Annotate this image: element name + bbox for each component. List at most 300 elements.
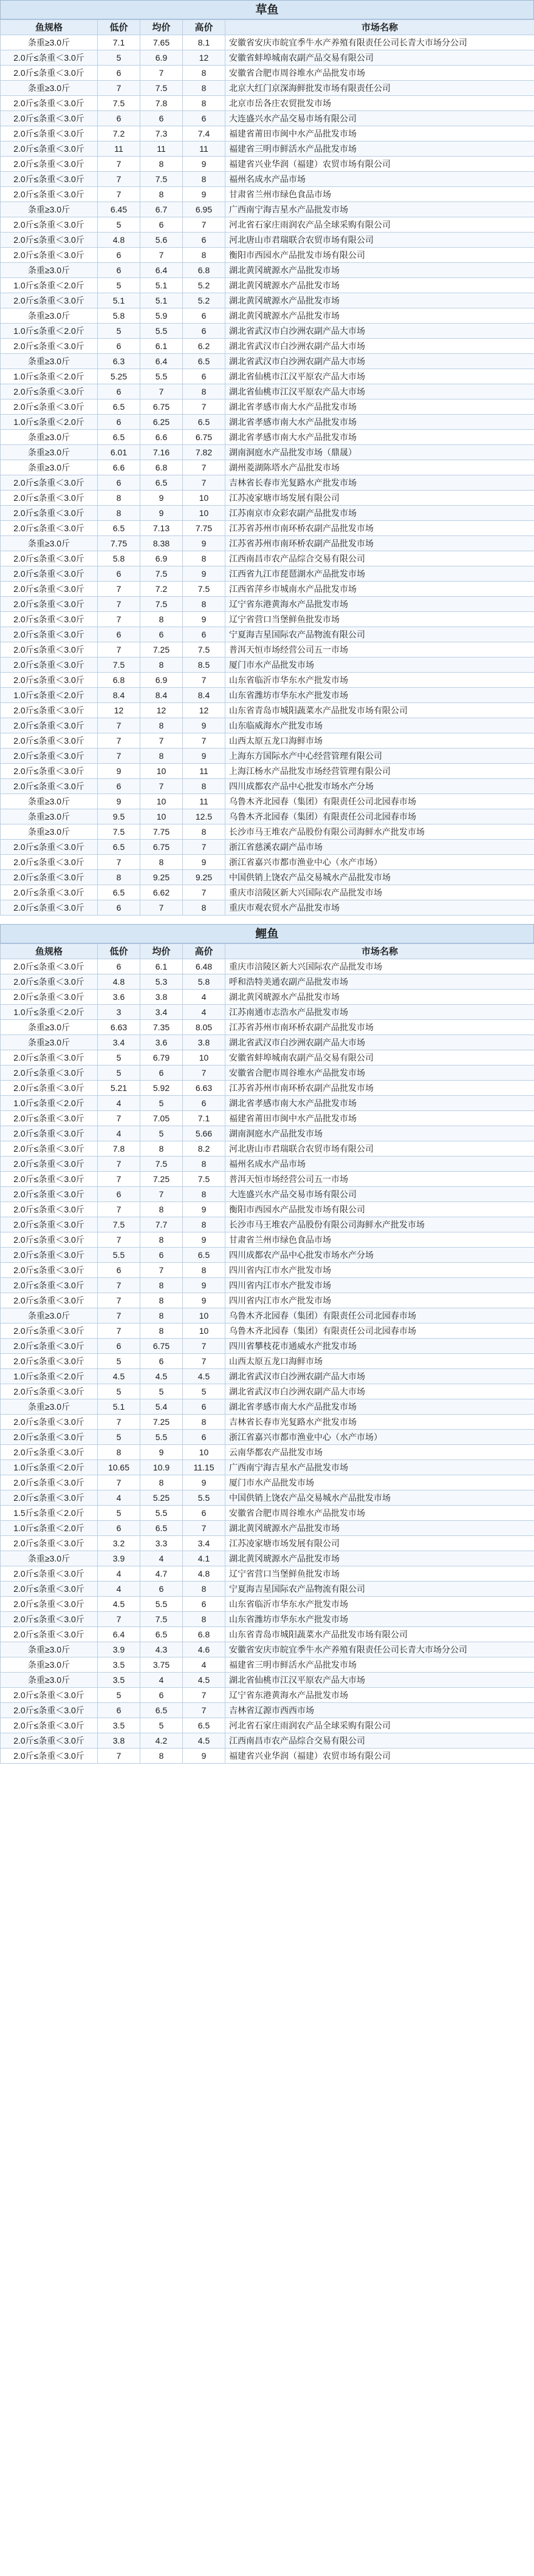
market-cell: 湖北省武汉市白沙洲农副产品大市场 — [225, 354, 534, 369]
avg-price-cell: 11 — [140, 141, 183, 157]
high-price-cell: 4 — [183, 990, 225, 1005]
avg-price-cell: 9 — [140, 506, 183, 521]
table-row — [1, 445, 534, 460]
high-price-cell: 9 — [183, 1293, 225, 1308]
avg-price-cell: 12 — [140, 703, 183, 718]
table-row — [1, 642, 534, 658]
low-price-cell: 3.9 — [98, 1551, 140, 1566]
market-cell: 湖北黄冈琥源水产品批发市场 — [225, 990, 534, 1005]
market-cell: 河北省石家庄雨润农产品全球采购有限公司 — [225, 1718, 534, 1733]
spec-cell: 2.0斤≤条重＜3.0斤 — [1, 1263, 98, 1278]
spec-cell: 2.0斤≤条重＜3.0斤 — [1, 855, 98, 870]
spec-cell: 1.0斤≤条重＜2.0斤 — [1, 1005, 98, 1020]
column-header-high: 高价 — [183, 944, 225, 959]
market-cell: 江西南昌市农产品综合交易有限公司 — [225, 551, 534, 566]
low-price-cell: 7.1 — [98, 35, 140, 50]
spec-cell: 2.0斤≤条重＜3.0斤 — [1, 1627, 98, 1642]
market-cell: 安徽省安庆市皖宜季牛水产养殖有限责任公司长青大市场分公司 — [225, 35, 534, 50]
table-row — [1, 1126, 534, 1141]
spec-cell: 2.0斤≤条重＜3.0斤 — [1, 1566, 98, 1582]
avg-price-cell: 7.75 — [140, 824, 183, 840]
table-row — [1, 1657, 534, 1673]
market-cell: 湖北黄冈琥源水产品批发市场 — [225, 1521, 534, 1536]
table-row — [1, 1293, 534, 1308]
spec-cell: 2.0斤≤条重＜3.0斤 — [1, 749, 98, 764]
spec-cell: 2.0斤≤条重＜3.0斤 — [1, 1065, 98, 1081]
high-price-cell: 6 — [183, 1399, 225, 1415]
table-row — [1, 1308, 534, 1324]
spec-cell: 2.0斤≤条重＜3.0斤 — [1, 1248, 98, 1263]
high-price-cell: 9 — [183, 1232, 225, 1248]
market-cell: 厦门市水产品批发市场 — [225, 658, 534, 673]
spec-cell: 2.0斤≤条重＜3.0斤 — [1, 491, 98, 506]
high-price-cell: 6.48 — [183, 959, 225, 974]
spec-cell: 2.0斤≤条重＜3.0斤 — [1, 1202, 98, 1217]
low-price-cell: 7.75 — [98, 536, 140, 551]
spec-cell: 2.0斤≤条重＜3.0斤 — [1, 627, 98, 642]
avg-price-cell: 6.5 — [140, 1703, 183, 1718]
low-price-cell: 6 — [98, 339, 140, 354]
avg-price-cell: 8 — [140, 749, 183, 764]
high-price-cell: 4.1 — [183, 1551, 225, 1566]
spec-cell: 2.0斤≤条重＜3.0斤 — [1, 1111, 98, 1126]
spec-cell: 2.0斤≤条重＜3.0斤 — [1, 248, 98, 263]
table-row — [1, 824, 534, 840]
spec-cell: 2.0斤≤条重＜3.0斤 — [1, 187, 98, 202]
low-price-cell: 7 — [98, 1324, 140, 1339]
avg-price-cell: 8 — [140, 1293, 183, 1308]
market-cell: 北京大红门京深海鲜批发市场有限责任公司 — [225, 81, 534, 96]
spec-cell: 2.0斤≤条重＜3.0斤 — [1, 293, 98, 308]
column-header-spec: 鱼规格 — [1, 944, 98, 959]
market-cell: 山西太原五龙口海鲜市场 — [225, 733, 534, 749]
avg-price-cell: 7.8 — [140, 96, 183, 111]
market-cell: 宁夏海吉星国际农产品物流有限公司 — [225, 1582, 534, 1597]
table-row — [1, 1248, 534, 1263]
price-table — [0, 19, 534, 916]
high-price-cell: 7 — [183, 1065, 225, 1081]
high-price-cell: 6 — [183, 233, 225, 248]
spec-cell: 2.0斤≤条重＜3.0斤 — [1, 1612, 98, 1627]
table-row — [1, 1232, 534, 1248]
avg-price-cell: 6.25 — [140, 415, 183, 430]
high-price-cell: 9 — [183, 1278, 225, 1293]
table-row — [1, 475, 534, 491]
spec-cell: 2.0斤≤条重＜3.0斤 — [1, 566, 98, 582]
low-price-cell: 7.8 — [98, 1141, 140, 1157]
high-price-cell: 8 — [183, 384, 225, 399]
spec-cell: 2.0斤≤条重＜3.0斤 — [1, 66, 98, 81]
avg-price-cell: 10.9 — [140, 1460, 183, 1475]
high-price-cell: 7.5 — [183, 1172, 225, 1187]
market-cell: 湖南洞庭水产品批发市场（鼎晟） — [225, 445, 534, 460]
avg-price-cell: 5.5 — [140, 369, 183, 384]
table-row — [1, 1733, 534, 1748]
table-row — [1, 1642, 534, 1657]
avg-price-cell: 6 — [140, 111, 183, 126]
low-price-cell: 7 — [98, 1293, 140, 1308]
spec-cell: 2.0斤≤条重＜3.0斤 — [1, 1733, 98, 1748]
spec-cell: 2.0斤≤条重＜3.0斤 — [1, 703, 98, 718]
table-row — [1, 840, 534, 855]
low-price-cell: 5.1 — [98, 1399, 140, 1415]
table-row — [1, 460, 534, 475]
market-cell: 衡阳市西园水产品批发市场有限公司 — [225, 1202, 534, 1217]
market-cell: 长沙市马王堆农产品股份有限公司海鲜水产批发市场 — [225, 824, 534, 840]
table-row — [1, 339, 534, 354]
market-cell: 山东省潍坊市华东水产批发市场 — [225, 688, 534, 703]
avg-price-cell: 8 — [140, 1141, 183, 1157]
spec-cell: 2.0斤≤条重＜3.0斤 — [1, 157, 98, 172]
market-cell: 福建省兴业华润（福建）农贸市场有限公司 — [225, 157, 534, 172]
high-price-cell: 8 — [183, 248, 225, 263]
low-price-cell: 10.65 — [98, 1460, 140, 1475]
avg-price-cell: 7 — [140, 66, 183, 81]
low-price-cell: 7 — [98, 855, 140, 870]
high-price-cell: 8 — [183, 1415, 225, 1430]
market-cell: 厦门市水产品批发市场 — [225, 1475, 534, 1490]
table-row — [1, 1065, 534, 1081]
market-cell: 江苏南京市众彩农副产品批发市场 — [225, 506, 534, 521]
spec-cell: 2.0斤≤条重＜3.0斤 — [1, 217, 98, 233]
high-price-cell: 7 — [183, 1703, 225, 1718]
market-cell: 湖北省武汉市白沙洲农副产品大市场 — [225, 1369, 534, 1384]
low-price-cell: 6 — [98, 627, 140, 642]
market-cell: 湖北省孝感市南大水产品批发市场 — [225, 399, 534, 415]
table-row — [1, 430, 534, 445]
avg-price-cell: 6.1 — [140, 959, 183, 974]
market-cell: 湖北省孝感市南大水产品批发市场 — [225, 415, 534, 430]
low-price-cell: 6 — [98, 566, 140, 582]
spec-cell: 2.0斤≤条重＜3.0斤 — [1, 506, 98, 521]
low-price-cell: 9 — [98, 764, 140, 779]
spec-cell: 2.0斤≤条重＜3.0斤 — [1, 551, 98, 566]
market-cell: 辽宁省营口当堡鲜鱼批发市场 — [225, 612, 534, 627]
table-row — [1, 794, 534, 809]
high-price-cell: 12.5 — [183, 809, 225, 824]
market-cell: 四川成都农产品中心批发市场水产分场 — [225, 779, 534, 794]
spec-cell: 2.0斤≤条重＜3.0斤 — [1, 1324, 98, 1339]
high-price-cell: 7 — [183, 460, 225, 475]
avg-price-cell: 3.8 — [140, 990, 183, 1005]
high-price-cell: 5.8 — [183, 974, 225, 990]
spec-cell: 条重≥3.0斤 — [1, 1551, 98, 1566]
market-cell: 湖南洞庭水产品批发市场 — [225, 1126, 534, 1141]
spec-cell: 条重≥3.0斤 — [1, 460, 98, 475]
market-cell: 甘肃省兰州市绿色食品市场 — [225, 187, 534, 202]
table-row — [1, 354, 534, 369]
market-cell: 安徽省合肥市周谷堆水产品批发市场 — [225, 66, 534, 81]
avg-price-cell: 7 — [140, 1263, 183, 1278]
spec-cell: 2.0斤≤条重＜3.0斤 — [1, 718, 98, 733]
spec-cell: 2.0斤≤条重＜3.0斤 — [1, 1339, 98, 1354]
low-price-cell: 6.5 — [98, 840, 140, 855]
spec-cell: 2.0斤≤条重＜3.0斤 — [1, 1718, 98, 1733]
avg-price-cell: 6.6 — [140, 430, 183, 445]
table-row — [1, 809, 534, 824]
low-price-cell: 6.8 — [98, 673, 140, 688]
spec-cell: 2.0斤≤条重＜3.0斤 — [1, 658, 98, 673]
market-cell: 江苏省苏州市南环桥农副产品批发市场 — [225, 1020, 534, 1035]
high-price-cell: 9 — [183, 187, 225, 202]
market-cell: 吉林省长春市光复路水产批发市场 — [225, 475, 534, 491]
low-price-cell: 4.8 — [98, 974, 140, 990]
low-price-cell: 7 — [98, 1232, 140, 1248]
market-cell: 吉林省长春市光复路水产批发市场 — [225, 1415, 534, 1430]
market-cell: 中国供销上饶农产品交易城水产品批发市场 — [225, 870, 534, 885]
market-cell: 河北省石家庄雨润农产品全球采购有限公司 — [225, 217, 534, 233]
avg-price-cell: 6.5 — [140, 475, 183, 491]
table-row — [1, 308, 534, 324]
table-row — [1, 582, 534, 597]
low-price-cell: 7 — [98, 642, 140, 658]
market-cell: 山东省青岛市城阳蔬菜水产品批发市场有限公司 — [225, 703, 534, 718]
market-cell: 乌鲁木齐北园春（集团）有限责任公司北园春市场 — [225, 1324, 534, 1339]
avg-price-cell: 5.5 — [140, 324, 183, 339]
market-cell: 湖北省武汉市白沙洲农副产品大市场 — [225, 339, 534, 354]
spec-cell: 条重≥3.0斤 — [1, 430, 98, 445]
spec-cell: 2.0斤≤条重＜3.0斤 — [1, 521, 98, 536]
low-price-cell: 7 — [98, 81, 140, 96]
high-price-cell: 6 — [183, 111, 225, 126]
low-price-cell: 6 — [98, 1187, 140, 1202]
spec-cell: 2.0斤≤条重＜3.0斤 — [1, 384, 98, 399]
high-price-cell: 8 — [183, 1187, 225, 1202]
avg-price-cell: 7.05 — [140, 1111, 183, 1126]
high-price-cell: 7 — [183, 673, 225, 688]
high-price-cell: 8.1 — [183, 35, 225, 50]
market-cell: 湖北省武汉市白沙洲农副产品大市场 — [225, 1035, 534, 1050]
high-price-cell: 9 — [183, 1202, 225, 1217]
low-price-cell: 9 — [98, 794, 140, 809]
avg-price-cell: 6 — [140, 1582, 183, 1597]
spec-cell: 2.0斤≤条重＜3.0斤 — [1, 840, 98, 855]
spec-cell: 条重≥3.0斤 — [1, 308, 98, 324]
high-price-cell: 10 — [183, 1445, 225, 1460]
low-price-cell: 3.9 — [98, 1642, 140, 1657]
high-price-cell: 7 — [183, 475, 225, 491]
avg-price-cell: 5.3 — [140, 974, 183, 990]
spec-cell: 1.0斤≤条重＜2.0斤 — [1, 1096, 98, 1111]
low-price-cell: 6.3 — [98, 354, 140, 369]
spec-cell: 2.0斤≤条重＜3.0斤 — [1, 1582, 98, 1597]
avg-price-cell: 8 — [140, 157, 183, 172]
spec-cell: 条重≥3.0斤 — [1, 1399, 98, 1415]
market-cell: 湖北省武汉市白沙洲农副产品大市场 — [225, 324, 534, 339]
avg-price-cell: 7 — [140, 779, 183, 794]
low-price-cell: 7 — [98, 1278, 140, 1293]
market-cell: 普洱天恒市场经营公司五一市场 — [225, 1172, 534, 1187]
table-row — [1, 1081, 534, 1096]
market-cell: 湖北省仙桃市江汉平原农产品大市场 — [225, 369, 534, 384]
table-row — [1, 1096, 534, 1111]
low-price-cell: 4.5 — [98, 1597, 140, 1612]
spec-cell: 2.0斤≤条重＜3.0斤 — [1, 1597, 98, 1612]
market-cell: 四川省内江市水产批发市场 — [225, 1293, 534, 1308]
high-price-cell: 6.8 — [183, 263, 225, 278]
low-price-cell: 9.5 — [98, 809, 140, 824]
spec-cell: 条重≥3.0斤 — [1, 794, 98, 809]
low-price-cell: 7 — [98, 172, 140, 187]
low-price-cell: 5 — [98, 1384, 140, 1399]
market-cell: 广西南宁海吉星水产品批发市场 — [225, 1460, 534, 1475]
spec-cell: 2.0斤≤条重＜3.0斤 — [1, 1354, 98, 1369]
low-price-cell: 6 — [98, 248, 140, 263]
market-cell: 安徽省安庆市皖宜季牛水产养殖有限责任公司长青大市场分公司 — [225, 1642, 534, 1657]
avg-price-cell: 7 — [140, 733, 183, 749]
low-price-cell: 6.5 — [98, 885, 140, 900]
high-price-cell: 7.82 — [183, 445, 225, 460]
market-cell: 大连盛兴水产品交易市场有限公司 — [225, 1187, 534, 1202]
low-price-cell: 7 — [98, 1415, 140, 1430]
low-price-cell: 6 — [98, 959, 140, 974]
market-cell: 湖北省武汉市白沙洲农副产品大市场 — [225, 1384, 534, 1399]
market-cell: 重庆市涪陵区新大兴国际农产品批发市场 — [225, 959, 534, 974]
market-cell: 山东省临沂市华东水产批发市场 — [225, 1597, 534, 1612]
table-row — [1, 1354, 534, 1369]
spec-cell: 2.0斤≤条重＜3.0斤 — [1, 1445, 98, 1460]
market-cell: 浙江省慈溪农副产品市场 — [225, 840, 534, 855]
market-cell: 上海东方国际水产中心经营管理有限公司 — [225, 749, 534, 764]
market-cell: 山东省临沂市华东水产批发市场 — [225, 673, 534, 688]
avg-price-cell: 10 — [140, 809, 183, 824]
table-row — [1, 491, 534, 506]
high-price-cell: 8 — [183, 824, 225, 840]
market-cell: 甘肃省兰州市绿色食品市场 — [225, 1232, 534, 1248]
table-row — [1, 1020, 534, 1035]
table-row — [1, 1005, 534, 1020]
table-row — [1, 384, 534, 399]
low-price-cell: 12 — [98, 703, 140, 718]
table-row — [1, 627, 534, 642]
high-price-cell: 4.8 — [183, 1566, 225, 1582]
avg-price-cell: 7.3 — [140, 126, 183, 141]
spec-cell: 2.0斤≤条重＜3.0斤 — [1, 1430, 98, 1445]
spec-cell: 2.0斤≤条重＜3.0斤 — [1, 1703, 98, 1718]
table-row — [1, 415, 534, 430]
spec-cell: 2.0斤≤条重＜3.0斤 — [1, 126, 98, 141]
low-price-cell: 3.8 — [98, 1733, 140, 1748]
low-price-cell: 4.8 — [98, 233, 140, 248]
column-header-low: 低价 — [98, 20, 140, 35]
table-row — [1, 1278, 534, 1293]
avg-price-cell: 8 — [140, 658, 183, 673]
high-price-cell: 4.5 — [183, 1673, 225, 1688]
low-price-cell: 5 — [98, 50, 140, 66]
high-price-cell: 9 — [183, 536, 225, 551]
market-cell: 四川省内江市水产批发市场 — [225, 1263, 534, 1278]
high-price-cell: 8 — [183, 66, 225, 81]
market-cell: 福建省莆田市闽中水产品批发市场 — [225, 126, 534, 141]
low-price-cell: 8 — [98, 1445, 140, 1460]
avg-price-cell: 6.75 — [140, 399, 183, 415]
table-row — [1, 1202, 534, 1217]
table-row — [1, 974, 534, 990]
spec-cell: 1.0斤≤条重＜2.0斤 — [1, 324, 98, 339]
avg-price-cell: 8 — [140, 1475, 183, 1490]
low-price-cell: 6.4 — [98, 1627, 140, 1642]
spec-cell: 条重≥3.0斤 — [1, 1020, 98, 1035]
low-price-cell: 6 — [98, 1263, 140, 1278]
spec-cell: 1.0斤≤条重＜2.0斤 — [1, 369, 98, 384]
avg-price-cell: 7 — [140, 384, 183, 399]
high-price-cell: 4.6 — [183, 1642, 225, 1657]
high-price-cell: 6 — [183, 1096, 225, 1111]
table-row — [1, 35, 534, 50]
high-price-cell: 7 — [183, 1688, 225, 1703]
high-price-cell: 9.25 — [183, 870, 225, 885]
market-cell: 江西省九江市琵琶湖水产品批发市场 — [225, 566, 534, 582]
spec-cell: 2.0斤≤条重＜3.0斤 — [1, 779, 98, 794]
low-price-cell: 7 — [98, 1172, 140, 1187]
high-price-cell: 7 — [183, 1339, 225, 1354]
high-price-cell: 8 — [183, 81, 225, 96]
spec-cell: 2.0斤≤条重＜3.0斤 — [1, 96, 98, 111]
column-header-market: 市场名称 — [225, 944, 534, 959]
avg-price-cell: 5 — [140, 1384, 183, 1399]
spec-cell: 2.0斤≤条重＜3.0斤 — [1, 1157, 98, 1172]
high-price-cell: 7 — [183, 217, 225, 233]
high-price-cell: 7.4 — [183, 126, 225, 141]
avg-price-cell: 3.4 — [140, 1005, 183, 1020]
avg-price-cell: 6.4 — [140, 354, 183, 369]
avg-price-cell: 6.79 — [140, 1050, 183, 1065]
table-row — [1, 1673, 534, 1688]
table-row — [1, 900, 534, 916]
low-price-cell: 4 — [98, 1566, 140, 1582]
low-price-cell: 6 — [98, 384, 140, 399]
avg-price-cell: 6.9 — [140, 50, 183, 66]
column-header-avg: 均价 — [140, 20, 183, 35]
table-row — [1, 1111, 534, 1126]
avg-price-cell: 7 — [140, 248, 183, 263]
avg-price-cell: 7.5 — [140, 1612, 183, 1627]
table-row — [1, 1035, 534, 1050]
table-row — [1, 172, 534, 187]
table-row — [1, 1324, 534, 1339]
market-cell: 安徽省蚌埠城南农副产品交易有限公司 — [225, 1050, 534, 1065]
avg-price-cell: 4 — [140, 1673, 183, 1688]
high-price-cell: 12 — [183, 703, 225, 718]
avg-price-cell: 7.2 — [140, 582, 183, 597]
market-cell: 江苏省苏州市南环桥农副产品批发市场 — [225, 536, 534, 551]
low-price-cell: 7 — [98, 1111, 140, 1126]
spec-cell: 条重≥3.0斤 — [1, 263, 98, 278]
low-price-cell: 7.5 — [98, 658, 140, 673]
table-row — [1, 885, 534, 900]
high-price-cell: 8 — [183, 172, 225, 187]
spec-cell: 1.0斤≤条重＜2.0斤 — [1, 688, 98, 703]
low-price-cell: 3.5 — [98, 1673, 140, 1688]
market-cell: 辽宁省东港黄海水产品批发市场 — [225, 597, 534, 612]
market-cell: 乌鲁木齐北园春（集团）有限责任公司北园春市场 — [225, 809, 534, 824]
spec-cell: 2.0斤≤条重＜3.0斤 — [1, 1141, 98, 1157]
avg-price-cell: 4.7 — [140, 1566, 183, 1582]
market-cell: 湖北黄冈琥源水产品批发市场 — [225, 278, 534, 293]
spec-cell: 条重≥3.0斤 — [1, 35, 98, 50]
avg-price-cell: 6 — [140, 1688, 183, 1703]
table-row — [1, 506, 534, 521]
high-price-cell: 3.4 — [183, 1536, 225, 1551]
market-cell: 重庆市涪陵区新大兴国际农产品批发市场 — [225, 885, 534, 900]
low-price-cell: 6 — [98, 415, 140, 430]
spec-cell: 1.0斤≤条重＜2.0斤 — [1, 1369, 98, 1384]
spec-cell: 条重≥3.0斤 — [1, 1657, 98, 1673]
avg-price-cell: 7.65 — [140, 35, 183, 50]
avg-price-cell: 5 — [140, 1096, 183, 1111]
section-1 — [0, 924, 534, 1764]
low-price-cell: 5 — [98, 1050, 140, 1065]
